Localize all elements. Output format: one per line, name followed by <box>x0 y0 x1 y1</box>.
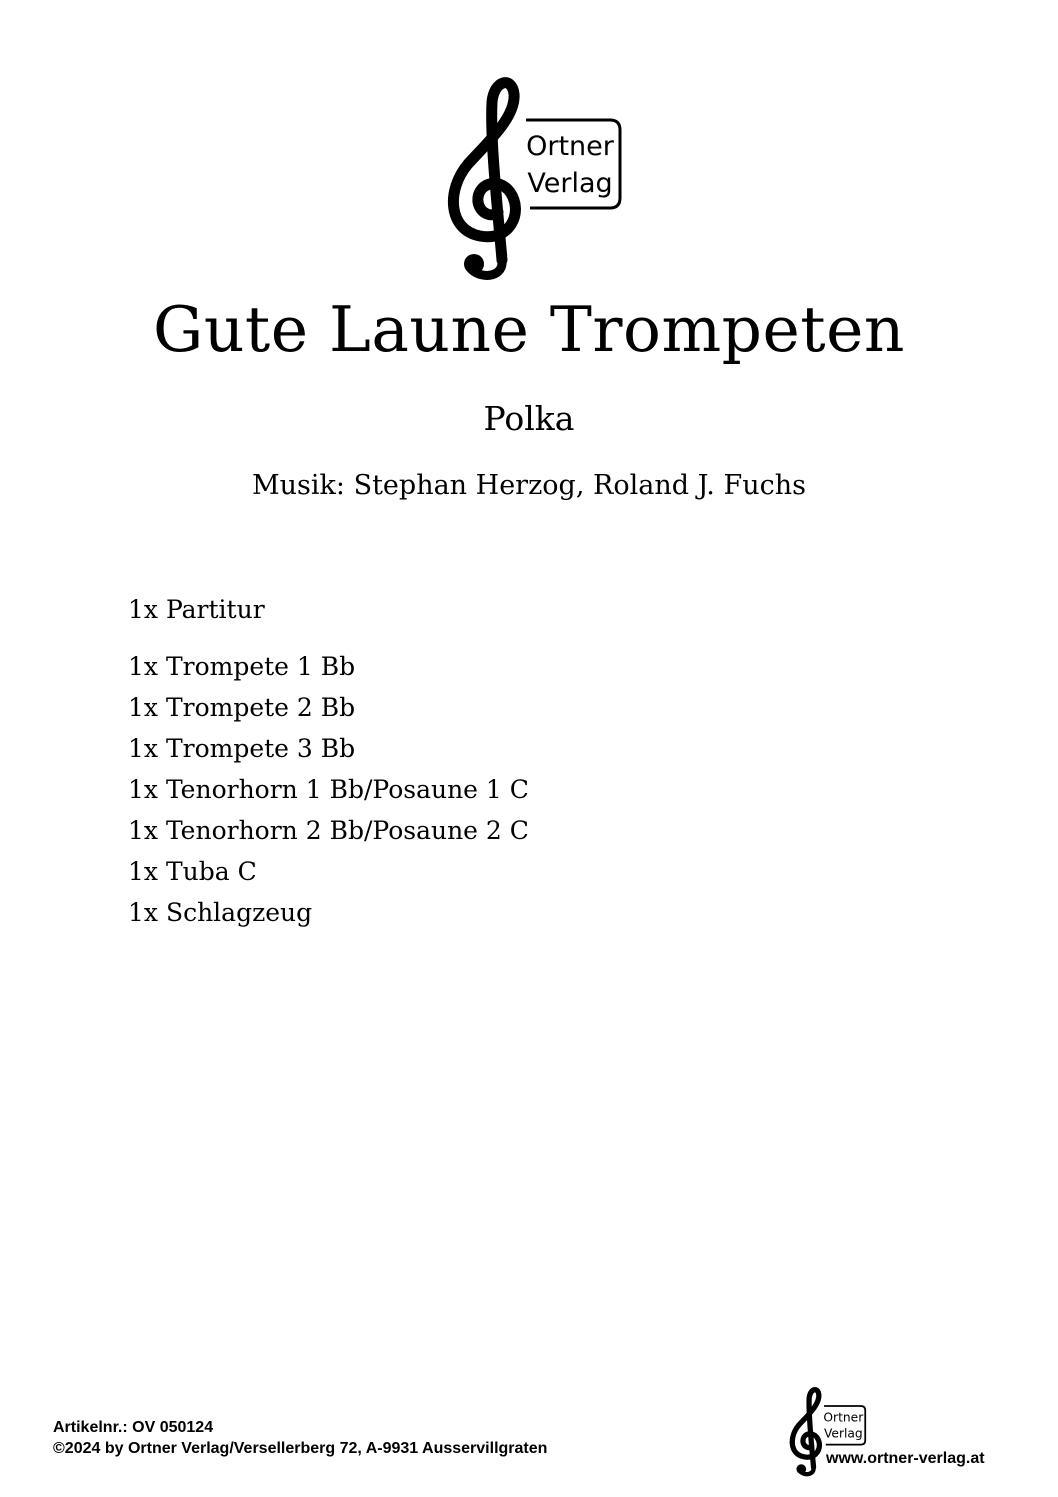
logo-text-verlag: Verlag <box>823 1426 863 1441</box>
part-item: 1x Trompete 1 Bb <box>128 652 356 681</box>
document-title: Gute Laune Trompeten <box>153 293 905 366</box>
website-link[interactable]: www.ortner-verlag.at <box>826 1450 985 1467</box>
part-item: 1x Tenorhorn 1 Bb/Posaune 1 C <box>128 775 529 804</box>
part-item: 1x Schlagzeug <box>128 898 313 927</box>
logo-text-ortner: Ortner <box>823 1410 864 1425</box>
logo-text-ortner: Ortner <box>526 131 614 162</box>
treble-clef-icon <box>453 83 515 276</box>
composer-credit: Musik: Stephan Herzog, Roland J. Fuchs <box>252 470 806 501</box>
part-item: 1x Tenorhorn 2 Bb/Posaune 2 C <box>128 816 529 845</box>
document-subtitle: Polka <box>483 399 575 438</box>
copyright-notice: ©2024 by Ortner Verlag/Versellerberg 72, A-9931 Ausservillgraten <box>53 1440 548 1457</box>
part-item: 1x Tuba C <box>128 857 257 886</box>
article-number: Artikelnr.: OV 050124 <box>53 1419 214 1436</box>
treble-clef-icon <box>792 1390 819 1474</box>
score-item: 1x Partitur <box>128 595 265 624</box>
part-item: 1x Trompete 3 Bb <box>128 734 356 763</box>
ortner-verlag-logo <box>440 72 630 282</box>
parts-list <box>128 646 529 933</box>
logo-text-verlag: Verlag <box>527 168 613 199</box>
footer-info <box>53 1417 547 1459</box>
part-item: 1x Trompete 2 Bb <box>128 693 356 722</box>
